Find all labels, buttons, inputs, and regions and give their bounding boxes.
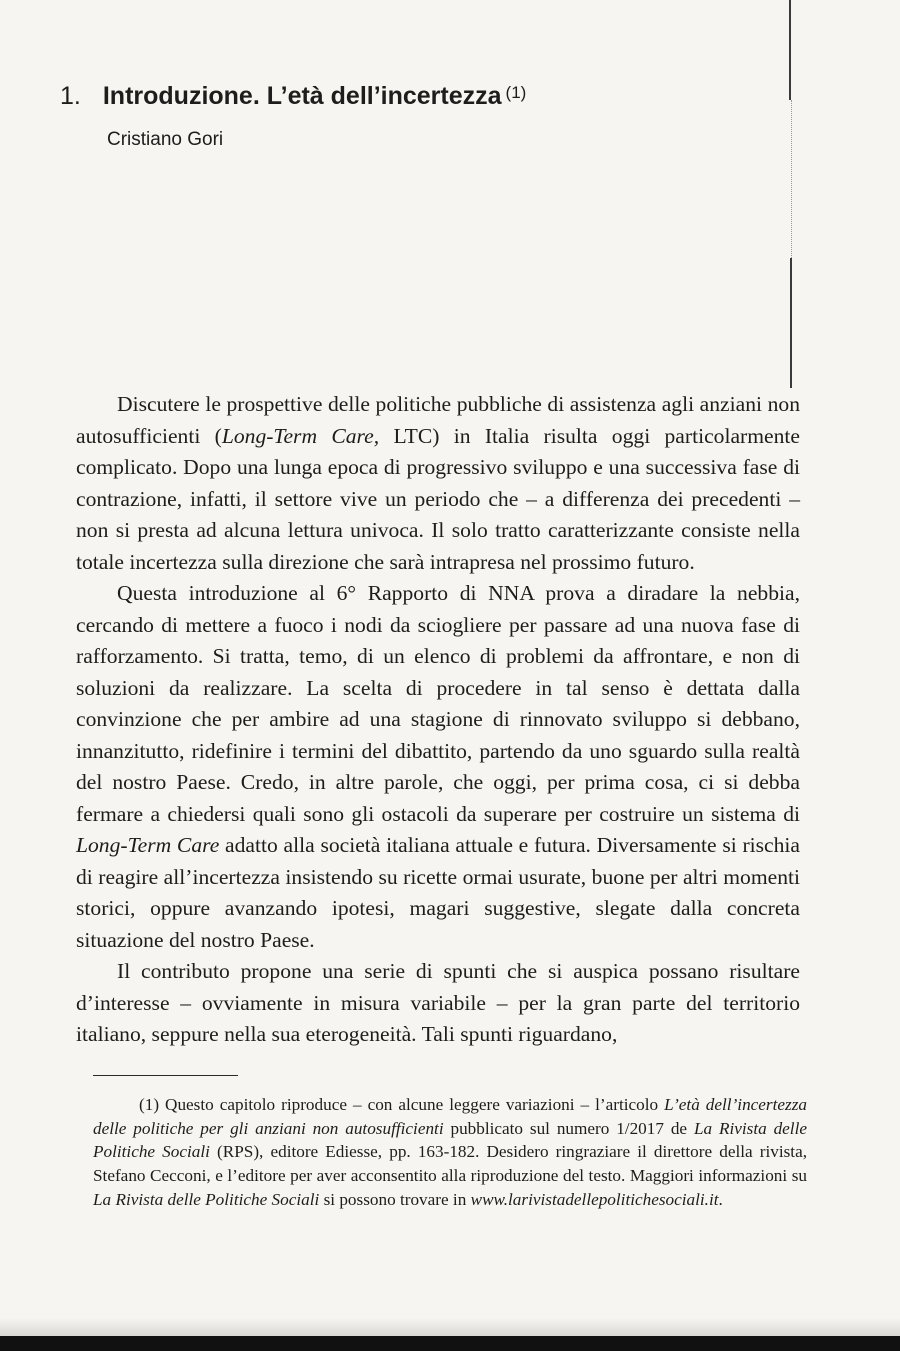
italic-text: Long-Term Care, <box>221 423 380 448</box>
text-run: Questa introduzione al 6° Rapporto di NNA prova a diradare la nebbia, cercando di mettere a fuoco i nodi da sciogliere per passare ad una nuova fase di rafforzamento. Si tratta, temo, di un elenco di problemi da affrontare, e non di soluzioni da realizzare. La scelta di procedere in tal senso è dettata dalla convinzione che per ambire ad una stagione di rinnovato sviluppo si debbano, innanzitutto, ridefinire i termini del dibattito, partendo da uno sguardo sulla realtà del nostro Paese. Credo, in altre parole, che oggi, per prima cosa, ci si debba fermare a chiedersi quali sono gli ostacoli da superare per costruire un sistema di <box>76 581 800 826</box>
paragraph <box>76 578 800 956</box>
text-run: (RPS), editore Ediesse, pp. 163-182. Desidero ringraziare il direttore della rivista, Stefano Cecconi, e l’editore per aver acconsentito alla riproduzione del testo. Maggiori informazioni su <box>93 1142 808 1186</box>
footnote <box>93 1093 807 1212</box>
footnote-reference: (1) <box>505 83 527 102</box>
italic-text: www.larivistadellepolitichesociali.it <box>470 1189 719 1209</box>
text-run: LTC) in Italia risulta oggi particolarmente complicato. Dopo una lunga epoca di progressivo sviluppo e una successiva fase di contrazione, infatti, il settore vive un periodo che – a differenza dei precedenti – non si presta ad alcuna lettura univoca. Il solo tratto caratterizzante consiste nella totale incertezza sulla direzione che sarà intrapresa nel prossimo futuro. <box>76 423 800 574</box>
footnote-text <box>93 1095 807 1209</box>
scan-edge-line <box>789 0 791 100</box>
paragraph <box>76 389 800 578</box>
text-run: adatto alla società italiana attuale e futura. Diversamente si rischia di reagire all’incertezza insistendo su ricette ormai usurate, buone per altri momenti storici, oppure avanzando ipotesi, magari suggestive, slegate dalla concreta situazione del nostro Paese. <box>76 833 801 952</box>
chapter-title: Introduzione. L’età dell’incertezza <box>102 82 502 110</box>
scan-edge-dots <box>791 100 793 258</box>
text-run: Questo capitolo riproduce – con alcune leggere variazioni – l’articolo <box>159 1095 665 1114</box>
scan-bottom-edge <box>0 1336 900 1351</box>
text-run: si possono trovare in <box>319 1189 471 1209</box>
text-run: Discutere le prospettive delle politiche pubbliche di assistenza agli anziani non autosufficienti ( <box>76 392 800 448</box>
italic-text: La Rivista delle Politiche Sociali <box>93 1118 807 1162</box>
scan-shadow <box>0 1318 900 1336</box>
author-name: Cristiano Gori <box>107 129 224 150</box>
footnote-separator <box>93 1075 238 1076</box>
italic-text: Long-Term Care <box>76 833 220 857</box>
chapter-heading <box>60 78 526 111</box>
italic-text: La Rivista delle Politiche Sociali <box>93 1189 320 1209</box>
text-run: Il contributo propone una serie di spunti che si auspica possano risultare d’interesse – ovviamente in misura variabile – per la gran parte del territorio italiano, seppure nella sua eterogeneità. Tali spunti riguardano, <box>76 959 800 1046</box>
scan-edge-line <box>790 258 792 388</box>
text-run: pubblicato sul numero 1/2017 de <box>443 1118 694 1138</box>
italic-text: L’età dell’incertezza delle politiche per gli anziani non autosufficienti <box>93 1095 807 1138</box>
text-run: . <box>718 1189 723 1209</box>
chapter-number: 1. <box>60 82 81 110</box>
paragraph <box>76 956 800 1051</box>
body-text <box>76 389 800 1051</box>
footnote-marker: (1) <box>139 1095 160 1114</box>
